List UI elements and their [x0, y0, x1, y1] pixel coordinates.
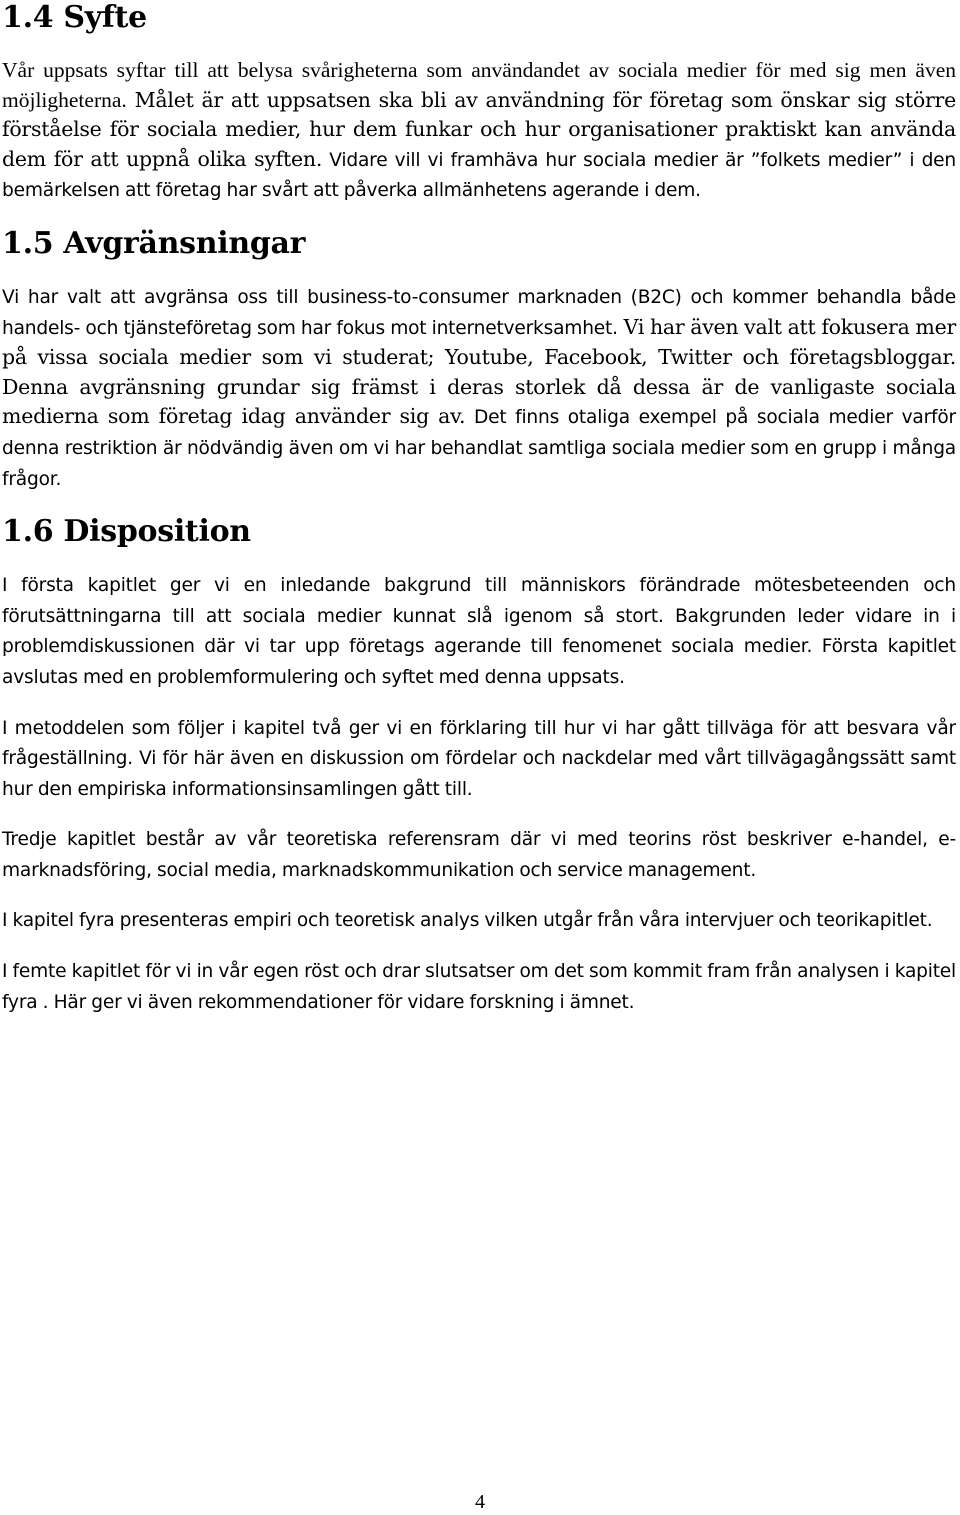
avg-text-1: Vi har valt att avgränsa oss till business-to-consumer marknaden (B2C) och kommer behandla både handels- och tjänsteföretag som har fokus mot internetverksamhet. [2, 286, 956, 339]
heading-syfte: 1.4 Syfte [2, 0, 147, 35]
paragraph-disposition-3 [2, 824, 956, 885]
disp1-text-1: I första kapitlet ger vi en inledande bakgrund till människors förändrade mötesbeteenden och förutsättningarna till att sociala medier kunnat slå igenom så stort. [2, 575, 956, 627]
disp2-text-1: I metoddelen som följer i kapitel två ger vi en förklaring till hur vi har gått tillväga för att besvara vår frågeställning. [2, 717, 956, 770]
paragraph-avgransningar [2, 282, 956, 494]
syfte-text-3: Vidare vill vi framhäva hur sociala medier är ”folkets medier” i den bemärkelsen att företag har svårt att påverka allmänhetens agerande i dem. [2, 149, 957, 202]
disp5-text: I femte kapitlet för vi in vår egen röst och drar slutsatser om det som kommit fram från analysen i kapitel fyra . Här ger vi även rekommendationer för vidare forskning i ämnet. [2, 961, 956, 1013]
disp2-text-2: Vi för här även en diskussion om fördelar och nackdelar med vårt tillvägagångssätt samt hur den empiriska informationsinsamlingen gått till. [2, 748, 956, 800]
disp4-text: I kapitel fyra presenteras empiri och teoretisk analys vilken utgår från våra intervjuer och teorikapitlet. [2, 910, 933, 932]
avg-text-3: Denna avgränsning grundar sig främst i deras storlek då dessa är de vanligaste sociala medierna som företag idag använder sig av. [2, 374, 956, 429]
paragraph-disposition-4 [2, 905, 956, 936]
paragraph-disposition-5 [2, 956, 956, 1017]
syfte-text-2: Målet är att uppsatsen ska bli av användning för företag som önskar sig större förståelse för sociala medier, hur dem funkar och hur organisationer praktiskt kan använda dem för att uppnå olika syften. [2, 87, 956, 171]
paragraph-syfte [2, 56, 956, 206]
heading-avgransningar: 1.5 Avgränsningar [2, 225, 306, 261]
document-content [2, 0, 956, 1037]
syfte-text-1: Vår uppsats syftar till att belysa svårigheterna som användandet av sociala medier för med sig men även möjligheterna. [2, 58, 956, 112]
paragraph-disposition-1 [2, 570, 956, 692]
paragraph-disposition-2 [2, 713, 956, 805]
avg-text-2: Vi har även valt att fokusera mer på vissa sociala medier som vi studerat; Youtube, Facebook, Twitter och företagsbloggar. [2, 314, 957, 370]
disp1-text-2: Bakgrunden leder vidare in i problemdiskussionen där vi tar upp företags agerande till fenomenet sociala medier. Första kapitlet avslutas med en problemformulering och syftet med denna uppsats. [2, 605, 956, 688]
page-number: 4 [475, 1491, 485, 1513]
disp3-text: Tredje kapitlet består av vår teoretiska referensram där vi med teorins röst beskriver e-handel, e-marknadsföring, social media, marknadskommunikation och service management. [2, 829, 956, 881]
heading-disposition: 1.6 Disposition [2, 514, 251, 550]
avg-text-4: Det finns otaliga exempel på sociala medier varför denna restriktion är nödvändig även om vi har behandlat samtliga sociala medier som en grupp i många frågor. [2, 407, 957, 490]
